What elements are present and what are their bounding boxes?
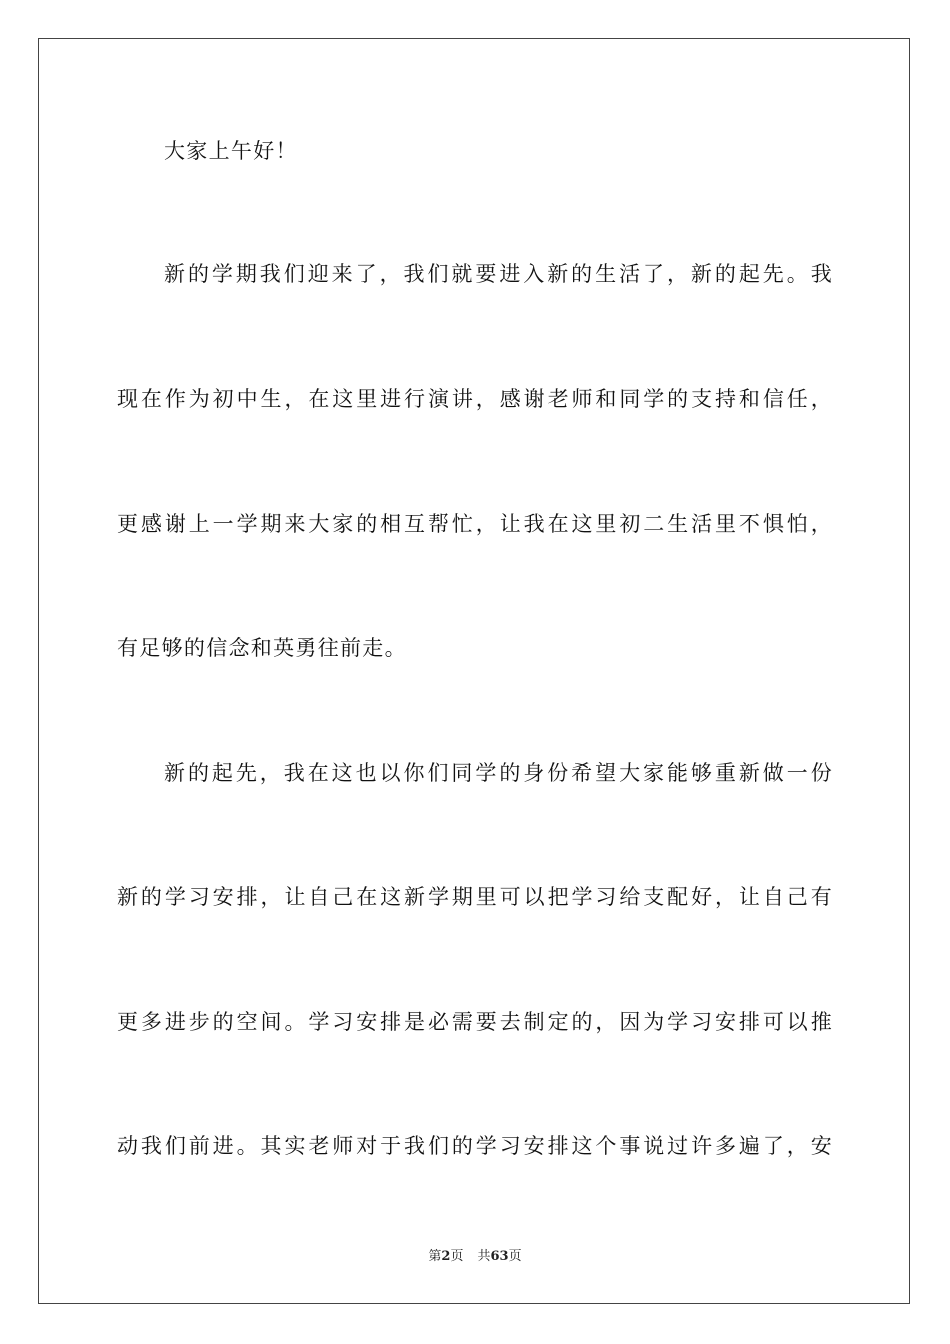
paragraph-1-line-2: 现在作为初中生，在这里进行演讲，感谢老师和同学的支持和信任， — [117, 387, 833, 411]
paragraph-1-line-4: 有足够的信念和英勇往前走。 — [117, 636, 407, 660]
page-number: 2 — [441, 1249, 451, 1264]
page-suffix: 页 — [450, 1249, 464, 1264]
page-prefix: 第 — [428, 1249, 442, 1264]
total-prefix: 共 — [477, 1249, 491, 1264]
page-border — [38, 38, 910, 1304]
paragraph-2-line-1: 新的起先，我在这也以你们同学的身份希望大家能够重新做一份 — [164, 761, 833, 785]
paragraph-1-line-3: 更感谢上一学期来大家的相互帮忙，让我在这里初二生活里不惧怕， — [117, 512, 833, 536]
total-suffix: 页 — [508, 1249, 522, 1264]
total-pages: 63 — [490, 1249, 509, 1264]
paragraph-2-line-3: 更多进步的空间。学习安排是必需要去制定的，因为学习安排可以推 — [117, 1010, 833, 1034]
paragraph-1-line-1: 新的学期我们迎来了，我们就要进入新的生活了，新的起先。我 — [164, 262, 833, 286]
paragraph-2-line-4: 动我们前进。其实老师对于我们的学习安排这个事说过许多遍了，安 — [117, 1134, 833, 1158]
page-footer — [0, 1248, 950, 1266]
paragraph-2-line-2: 新的学习安排，让自己在这新学期里可以把学习给支配好，让自己有 — [117, 885, 833, 909]
greeting-line: 大家上午好！ — [164, 139, 298, 163]
